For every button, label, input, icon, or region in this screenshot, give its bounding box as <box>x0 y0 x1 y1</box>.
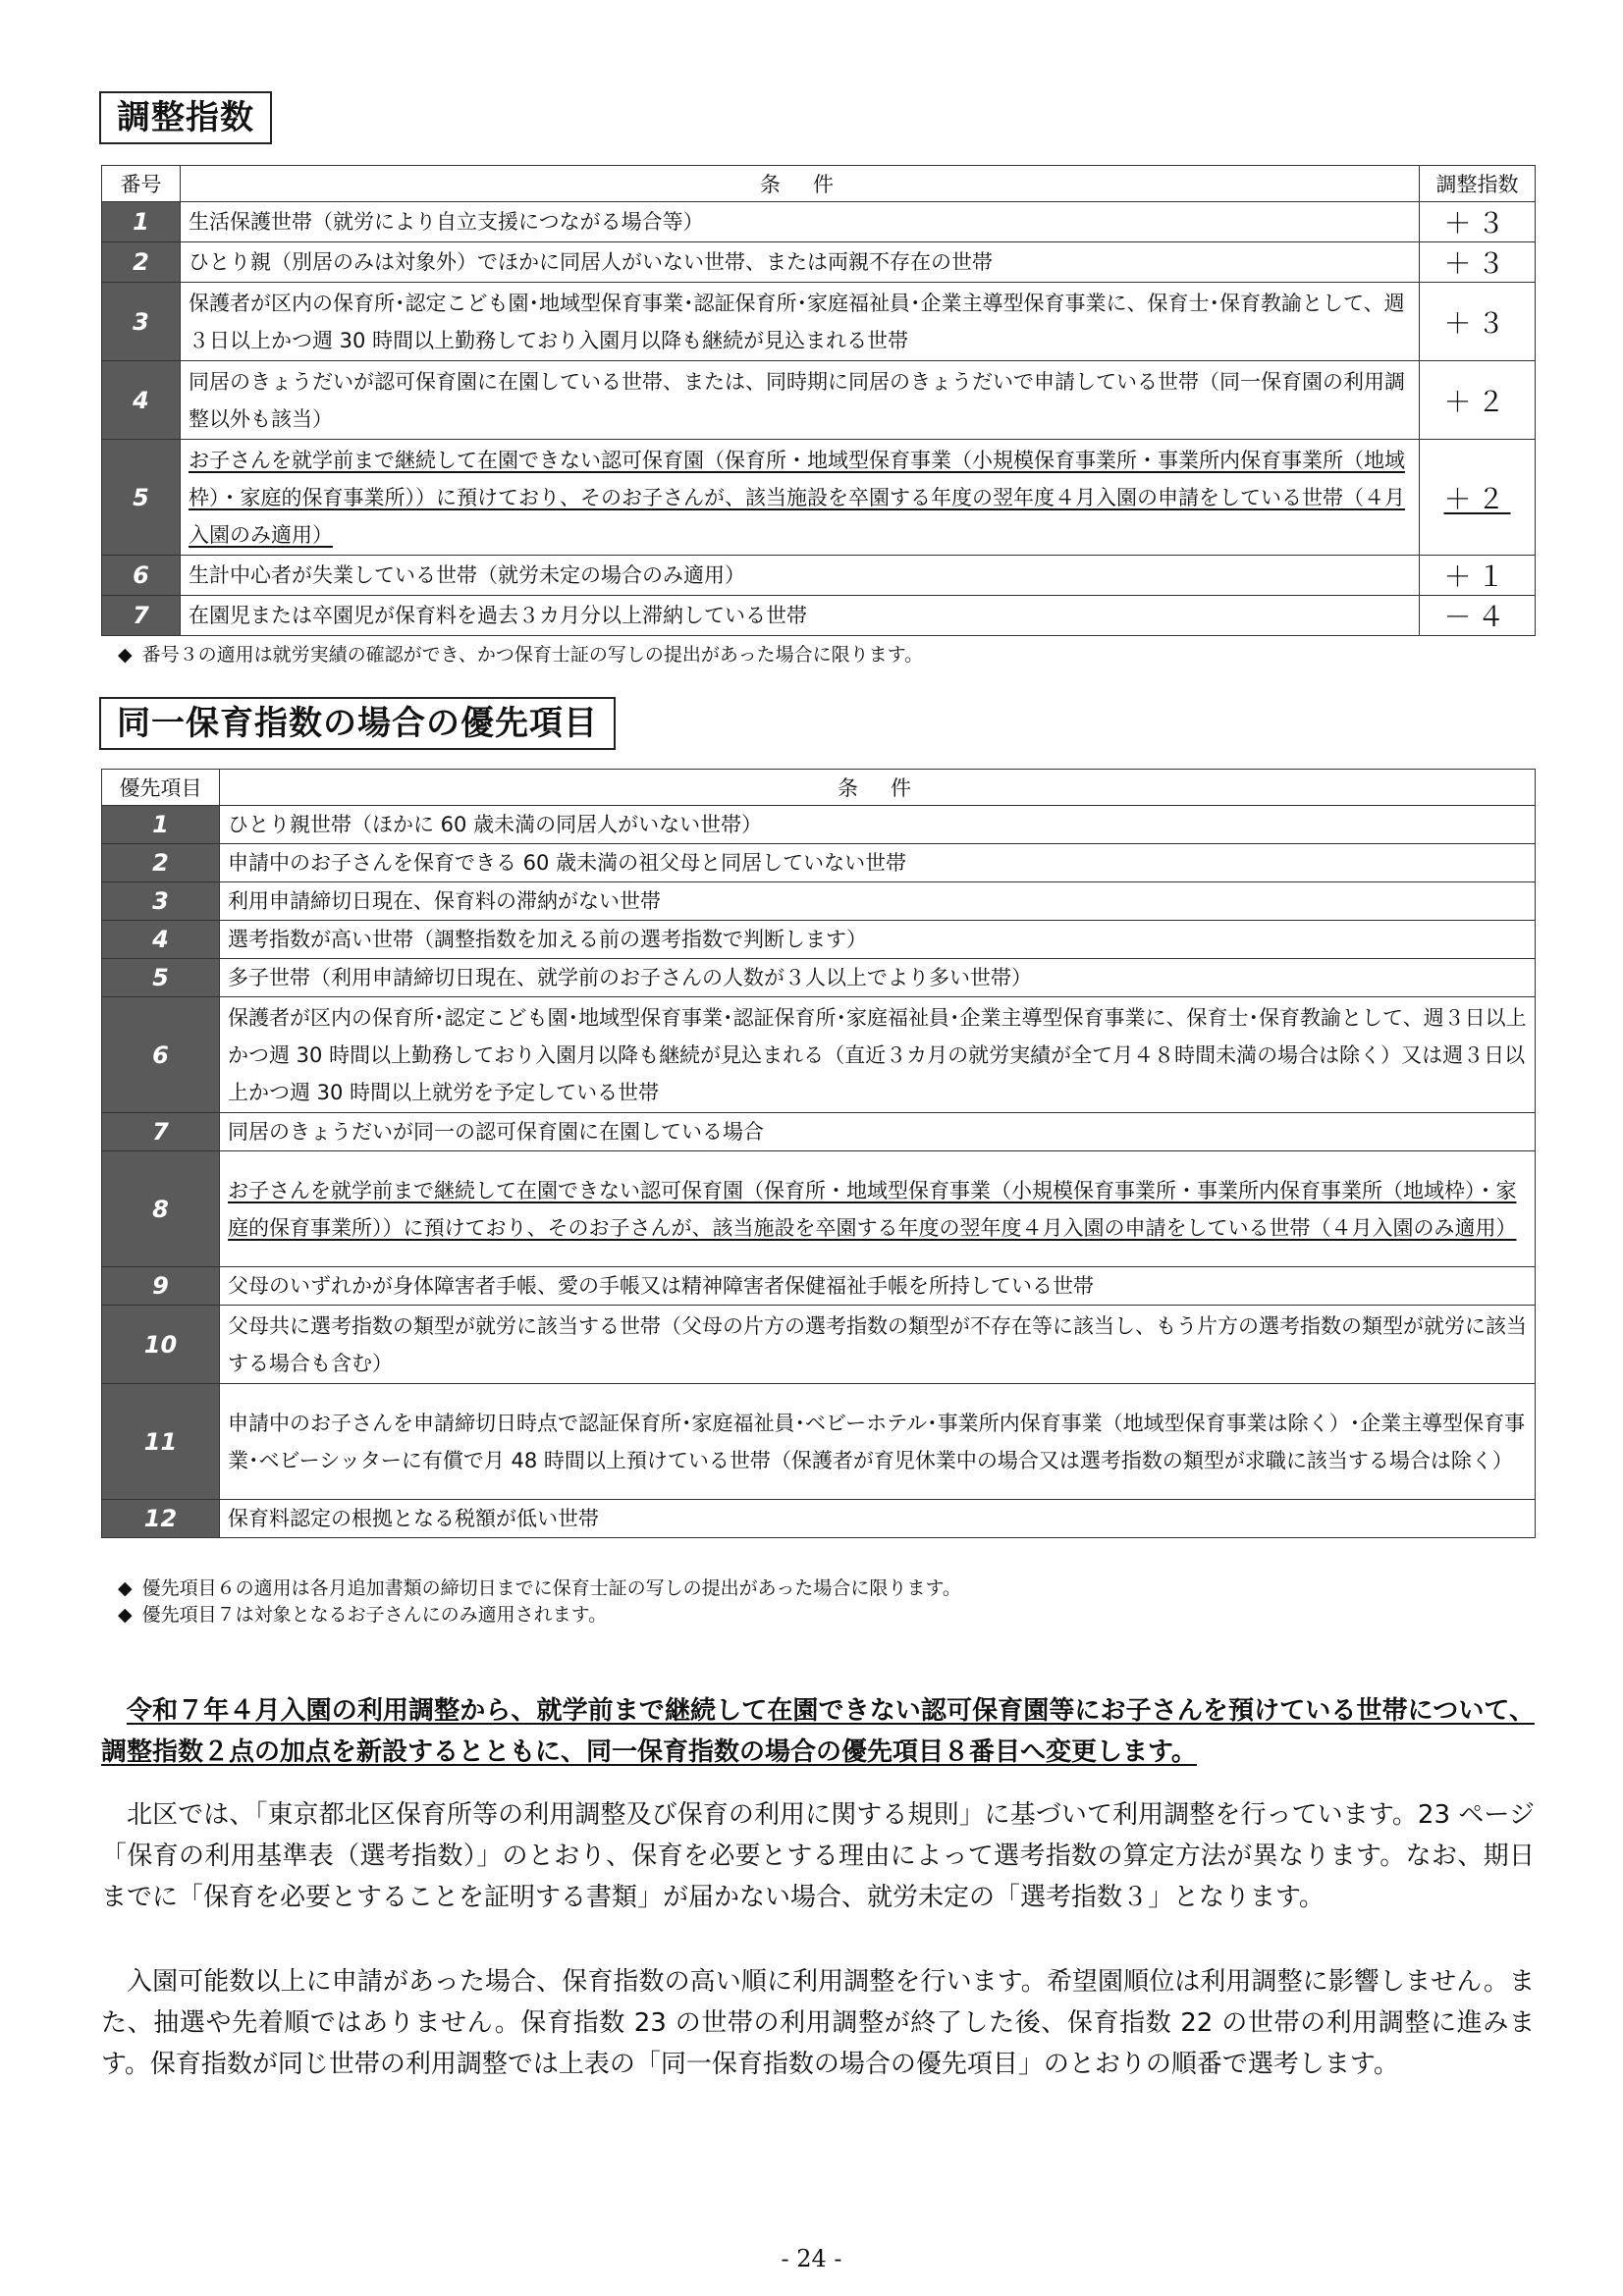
header-number: 番号 <box>102 166 181 202</box>
table-row <box>102 440 1536 556</box>
table-row <box>102 283 1536 361</box>
row-number: 5 <box>102 959 220 997</box>
row-number: 7 <box>102 1113 220 1151</box>
priority-note: ◆ 優先項目６の適用は各月追加書類の締切日までに保育士証の写しの提出があった場合に限ります。 <box>118 1577 961 1599</box>
row-number: 4 <box>102 361 181 440</box>
adjustment-index-table <box>101 165 1536 636</box>
diamond-bullet-icon: ◆ <box>118 1604 133 1626</box>
row-number: 2 <box>102 844 220 882</box>
table-row <box>102 921 1536 959</box>
row-number: 12 <box>102 1500 220 1538</box>
row-score: ＋３ <box>1420 242 1536 283</box>
row-condition: 父母のいずれかが身体障害者手帳、愛の手帳又は精神障害者保健福祉手帳を所持している世帯 <box>220 1267 1536 1306</box>
row-condition: 保護者が区内の保育所･認定こども園･地域型保育事業･認証保育所･家庭福祉員･企業主導型保育事業に、保育士･保育教諭として、週３日以上かつ週 30 時間以上勤務しており入園月以降も継続が見込まれる世帯 <box>181 283 1420 361</box>
row-condition: 保護者が区内の保育所･認定こども園･地域型保育事業･認証保育所･家庭福祉員･企業主導型保育事業に、保育士･保育教諭として、週３日以上かつ週 30 時間以上勤務しており入園月以降も継続が見込まれる（直近３カ月の就労実績が全て月４８時間未満の場合は除く）又は週３日以上かつ週 30 時間以上就労を予定している世帯 <box>220 997 1536 1113</box>
table-row <box>102 202 1536 242</box>
row-number: 8 <box>102 1151 220 1267</box>
row-number: 4 <box>102 921 220 959</box>
row-number: 9 <box>102 1267 220 1306</box>
table-row <box>102 596 1536 636</box>
priority-items-title: 同一保育指数の場合の優先項目 <box>99 697 616 750</box>
table-row <box>102 882 1536 921</box>
row-number: 11 <box>102 1384 220 1500</box>
header-condition: 条 件 <box>220 770 1536 806</box>
row-number: 6 <box>102 997 220 1113</box>
row-number: 7 <box>102 596 181 636</box>
table-row <box>102 361 1536 440</box>
row-condition: 父母共に選考指数の類型が就労に該当する世帯（父母の片方の選考指数の類型が不存在等に該当し、もう片方の選考指数の類型が就労に該当する場合も含む） <box>220 1306 1536 1384</box>
table-row <box>102 556 1536 596</box>
change-notice: 令和７年４月入園の利用調整から、就学前まで継続して在園できない認可保育園等にお子さんを預けている世帯について、調整指数２点の加点を新設するとともに、同一保育指数の場合の優先項目８番目へ変更します。 <box>101 1696 1535 1767</box>
table-row <box>102 1113 1536 1151</box>
priority-note: ◆ 優先項目７は対象となるお子さんにのみ適用されます。 <box>118 1604 608 1626</box>
adjustment-note: ◆ 番号３の適用は就労実績の確認ができ、かつ保育士証の写しの提出があった場合に限ります。 <box>118 644 924 666</box>
header-score: 調整指数 <box>1420 166 1536 202</box>
row-number: 10 <box>102 1306 220 1384</box>
table-header-row <box>102 166 1536 202</box>
row-condition: 同居のきょうだいが認可保育園に在園している世帯、または、同時期に同居のきょうだいで申請している世帯（同一保育園の利用調整以外も該当） <box>181 361 1420 440</box>
table-row <box>102 1384 1536 1500</box>
page-number: - 24 - <box>781 2245 842 2272</box>
row-condition: 保育料認定の根拠となる税額が低い世帯 <box>220 1500 1536 1538</box>
row-score: ＋３ <box>1420 283 1536 361</box>
header-condition: 条 件 <box>181 166 1420 202</box>
table-row <box>102 1267 1536 1306</box>
body-paragraph-1: 北区では、「東京都北区保育所等の利用調整及び保育の利用に関する規則」に基づいて利用調整を行っています。23 ページ「保育の利用基準表（選考指数）」のとおり、保育を必要とする理由によって選考指数の算定方法が異なります。なお、期日までに「保育を必要とすることを証明する書類」が届かない場合、就労未定の「選考指数３」となります。 <box>101 1800 1535 1912</box>
row-condition: お子さんを就学前まで継続して在園できない認可保育園（保育所・地域型保育事業（小規模保育事業所・事業所内保育事業所（地域枠）・家庭的保育事業所））に預けており、そのお子さんが、該当施設を卒園する年度の翌年度４月入園の申請をしている世帯（４月入園のみ適用） <box>181 440 1420 556</box>
row-condition: 在園児または卒園児が保育料を過去３カ月分以上滞納している世帯 <box>181 596 1420 636</box>
row-condition: 多子世帯（利用申請締切日現在、就学前のお子さんの人数が３人以上でより多い世帯） <box>220 959 1536 997</box>
row-condition: ひとり親世帯（ほかに 60 歳未満の同居人がいない世帯） <box>220 806 1536 844</box>
row-score: ＋２ <box>1420 361 1536 440</box>
body-paragraph-2: 入園可能数以上に申請があった場合、保育指数の高い順に利用調整を行います。希望園順位は利用調整に影響しません。また、抽選や先着順ではありません。保育指数 23 の世帯の利用調整が終了した後、保育指数 22 の世帯の利用調整に進みます。保育指数が同じ世帯の利用調整では上表の「同一保育指数の場合の優先項目」のとおりの順番で選考します。 <box>101 1967 1535 2079</box>
diamond-bullet-icon: ◆ <box>118 1577 133 1599</box>
row-number: 1 <box>102 806 220 844</box>
row-score: ＋２ <box>1420 440 1536 556</box>
row-number: 1 <box>102 202 181 242</box>
row-condition: 選考指数が高い世帯（調整指数を加える前の選考指数で判断します） <box>220 921 1536 959</box>
row-condition: 生計中心者が失業している世帯（就労未定の場合のみ適用） <box>181 556 1420 596</box>
row-score: －４ <box>1420 596 1536 636</box>
adjustment-index-title: 調整指数 <box>99 91 272 144</box>
row-score: ＋１ <box>1420 556 1536 596</box>
row-number: 2 <box>102 242 181 283</box>
table-row <box>102 1306 1536 1384</box>
row-condition: 申請中のお子さんを申請締切日時点で認証保育所･家庭福祉員･ベビーホテル･事業所内保育事業（地域型保育事業は除く）･企業主導型保育事業･ベビーシッターに有償で月 48 時間以上預けている世帯（保護者が育児休業中の場合又は選考指数の類型が求職に該当する場合は除く） <box>220 1384 1536 1500</box>
row-condition: お子さんを就学前まで継続して在園できない認可保育園（保育所・地域型保育事業（小規模保育事業所・事業所内保育事業所（地域枠）・家庭的保育事業所））に預けており、そのお子さんが、該当施設を卒園する年度の翌年度４月入園の申請をしている世帯（４月入園のみ適用） <box>220 1151 1536 1267</box>
table-row <box>102 997 1536 1113</box>
row-number: 3 <box>102 283 181 361</box>
row-number: 5 <box>102 440 181 556</box>
table-row <box>102 959 1536 997</box>
row-condition: 申請中のお子さんを保育できる 60 歳未満の祖父母と同居していない世帯 <box>220 844 1536 882</box>
priority-items-table <box>101 769 1536 1538</box>
row-number: 6 <box>102 556 181 596</box>
table-row <box>102 1500 1536 1538</box>
table-row <box>102 242 1536 283</box>
row-condition: 生活保護世帯（就労により自立支援につながる場合等） <box>181 202 1420 242</box>
header-priority: 優先項目 <box>102 770 220 806</box>
table-row <box>102 806 1536 844</box>
table-row <box>102 1151 1536 1267</box>
row-condition: ひとり親（別居のみは対象外）でほかに同居人がいない世帯、または両親不存在の世帯 <box>181 242 1420 283</box>
row-number: 3 <box>102 882 220 921</box>
diamond-bullet-icon: ◆ <box>118 644 133 666</box>
table-header-row <box>102 770 1536 806</box>
row-condition: 利用申請締切日現在、保育料の滞納がない世帯 <box>220 882 1536 921</box>
row-score: ＋３ <box>1420 202 1536 242</box>
row-condition: 同居のきょうだいが同一の認可保育園に在園している場合 <box>220 1113 1536 1151</box>
table-row <box>102 844 1536 882</box>
